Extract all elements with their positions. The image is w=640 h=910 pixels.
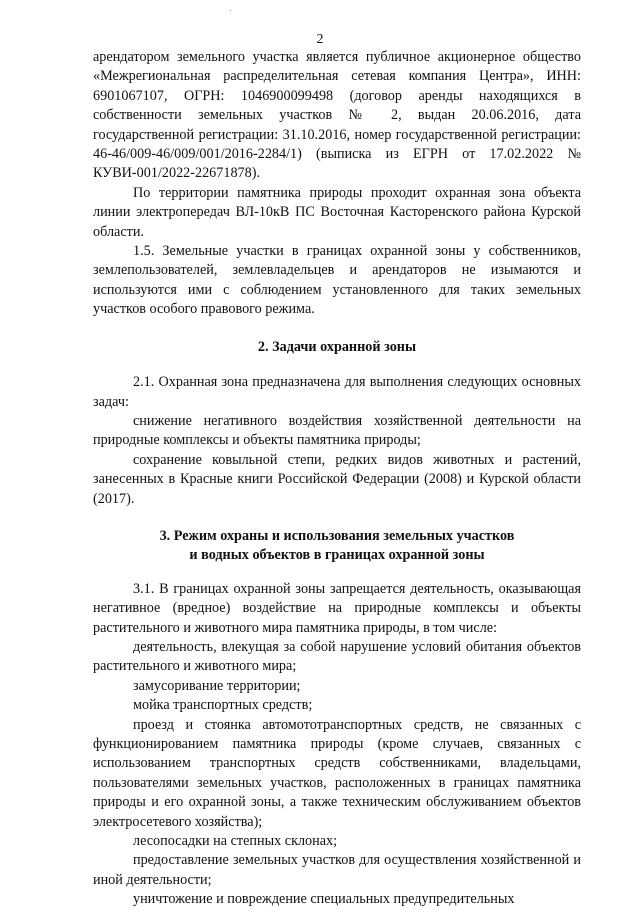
prohibition-vehicles: проезд и стоянка автомототранспортных средств, не связанных с функционированием памятника природы (кроме случаев, связанных с использованием транспортных средств собственниками, владельцами, пользователями земельных участков, расположенных в границах памятника природы и его охранной зоны, а также техническим обслуживанием объектов электросетевого хозяйства); [93,716,581,830]
section-2-title: 2. Задачи охранной зоны [257,338,417,355]
section-3-title-line-1: 3. Режим охраны и использования земельных участков [159,527,515,544]
prohibition-washing: мойка транспортных средств; [133,697,313,714]
task-preserve-steppe: сохранение ковыльной степи, редких видов животных и растений, занесенных в Красные книги Российской Федерации (2008) и Курской области (2017). [93,451,581,507]
paragraph-lessee: арендатором земельного участка является публичное акционерное общество «Межрегиональная распределительная сетевая компания Центра», ИНН: 6901067107, ОГРН: 1046900099498 (договор аренды находящихся в собственности земельных участков № 2, выдан 20.06.2016, дата государственной регистрации: 31.10.2016, номер государственной регистрации: 46-46/009-46/009/001/2016-2284/1) (выписка из ЕГРН от 17.02.2022 № КУВИ-001/2022-22671878). [93,49,581,182]
paragraph-1-5: 1.5. Земельные участки в границах охранной зоны у собственников, землепользователей, землевладельцев и арендаторов не изымаются и используются ими с соблюдением установленного для таких земельных участков особого правового режима. [93,243,581,318]
page-number: 2 [316,32,324,47]
task-reduce-impact: снижение негативного воздействия хозяйственной деятельности на природные комплексы и объекты памятника природы; [93,412,581,449]
prohibition-signs: уничтожение и повреждение специальных предупредительных [133,891,515,908]
paragraph-2-1: 2.1. Охранная зона предназначена для выполнения следующих основных задач: [93,374,581,410]
document-body [93,48,581,910]
paragraph-power-line-zone: По территории памятника природы проходит охранная зона объекта линии электропередач ВЛ-10кВ ПС Восточная Касторенского района Курской области. [93,184,581,240]
prohibition-afforestation: лесопосадки на степных склонах; [133,833,338,850]
prohibition-habitat: деятельность, влекущая за собой нарушение условий обитания объектов растительного и животного мира; [93,638,581,675]
prohibition-littering: замусоривание территории; [133,677,301,694]
prohibition-land-allocation: предоставление земельных участков для осуществления хозяйственной и иной деятельности; [93,852,581,888]
section-3-title-line-2: и водных объектов в границах охранной зоны [189,547,485,564]
scan-dot [230,10,231,11]
section-3-title [93,527,581,566]
paragraph-3-1: 3.1. В границах охранной зоны запрещается деятельность, оказывающая негативное (вредное) воздействие на природные комплексы и объекты растительного и животного мира памятника природы, в том числе: [93,580,581,636]
